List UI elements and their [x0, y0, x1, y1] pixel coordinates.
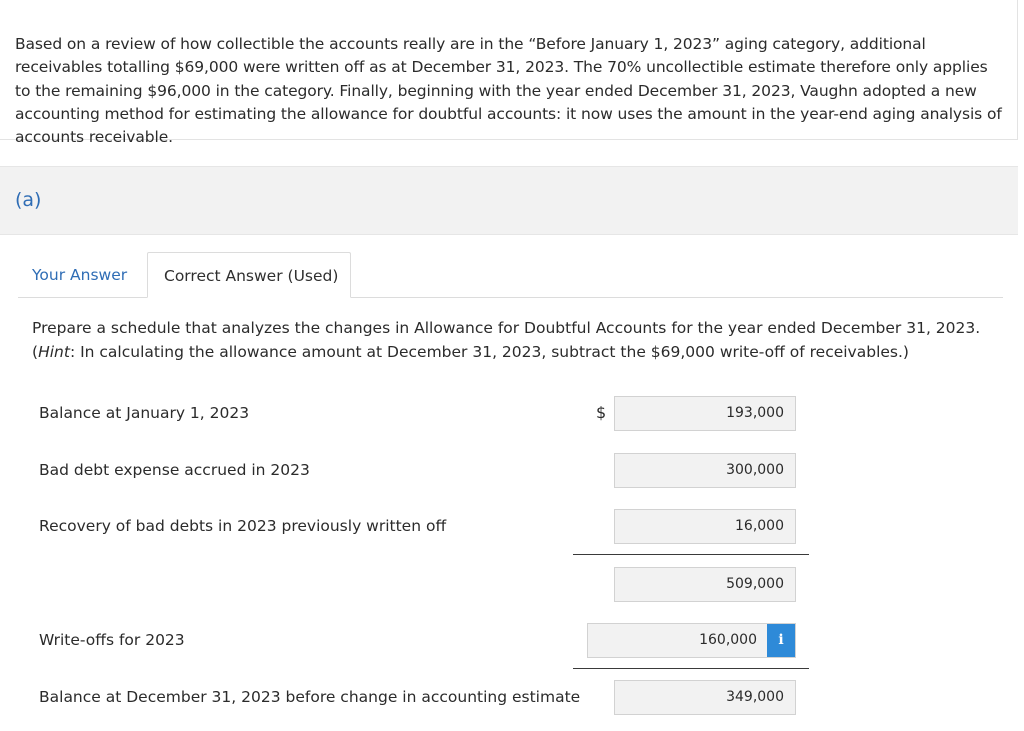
amount-field-bad-debt-expense[interactable]: 300,000	[614, 453, 796, 488]
amount-field-subtotal[interactable]: 509,000	[614, 567, 796, 602]
amount-field-recovery[interactable]: 16,000	[614, 509, 796, 544]
currency-symbol: $	[596, 403, 607, 422]
intro-text: Based on a review of how collectible the accounts really are in the “Before January 1, 2023” aging category, additional receivables totalling $69,000 were written off as at December 31, 2023. The 70% uncollectible estimate therefore only applies to the remaining $96,000 in the category. Finally, beginning with the year ended December 31, 2023, Vaughn adopted a new accounting method for estimating the allowance for doubtful accounts: it now uses the amount in the year-end aging analysis of accounts receivable.	[15, 35, 1002, 147]
write-offs-value: 160,000	[699, 632, 757, 648]
intro-panel	[0, 0, 1018, 147]
part-header	[0, 166, 1018, 235]
amount-field-balance-dec-31[interactable]: 349,000	[614, 680, 796, 715]
row-label-balance-dec-31: Balance at December 31, 2023 before change in accounting estimate	[39, 688, 581, 706]
question-text-start: Prepare a schedule that analyzes the changes in Allowance for Doubtful Accounts for the year ended December 31, 2023. (	[32, 319, 981, 361]
total-rule	[573, 668, 809, 669]
question-text-end: : In calculating the allowance amount at December 31, 2023, subtract the $69,000 write-off of receivables.)	[69, 343, 909, 361]
tab-your-answer[interactable]: Your Answer	[32, 266, 128, 284]
row-label-write-offs: Write-offs for 2023	[39, 631, 185, 649]
row-label-balance-jan-1: Balance at January 1, 2023	[39, 404, 250, 422]
amount-field-balance-jan-1[interactable]: 193,000	[614, 396, 796, 431]
row-label-bad-debt-expense: Bad debt expense accrued in 2023	[39, 461, 310, 479]
amount-field-write-offs[interactable]	[587, 623, 796, 658]
subtotal-rule	[573, 554, 809, 555]
hint-label: Hint	[38, 343, 70, 361]
tab-correct-answer[interactable]: Correct Answer (Used)	[147, 252, 351, 298]
part-label: (a)	[15, 189, 42, 211]
info-icon[interactable]: i	[767, 624, 795, 657]
question-instructions	[32, 316, 992, 364]
row-label-recovery: Recovery of bad debts in 2023 previously written off	[39, 517, 447, 535]
